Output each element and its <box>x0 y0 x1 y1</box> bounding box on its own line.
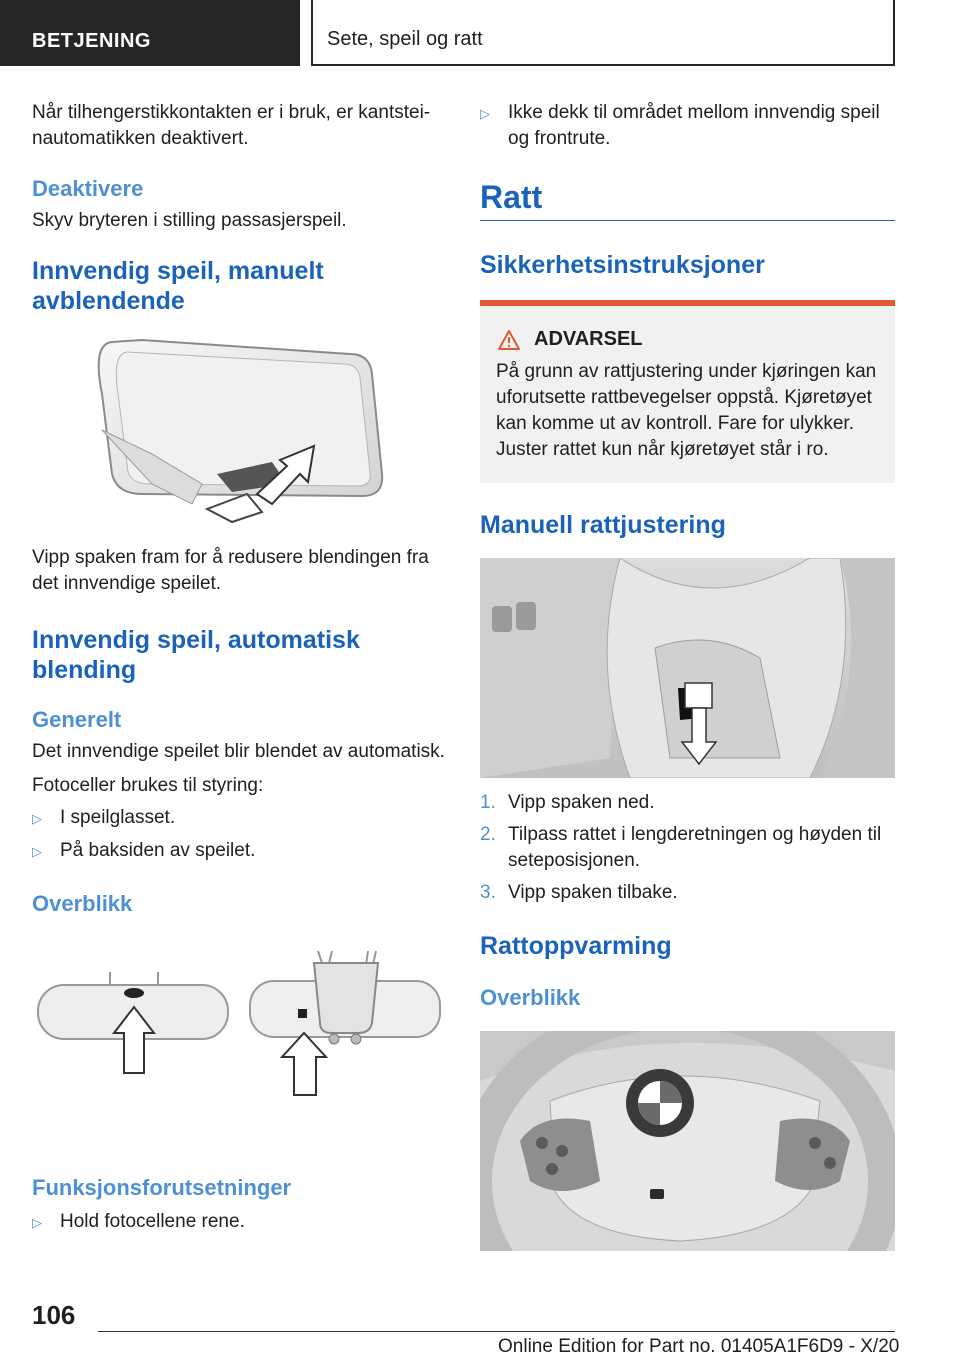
list-item: 1. Vipp spaken ned. <box>480 792 655 813</box>
general-heading: Generelt <box>32 707 122 732</box>
footer-divider <box>98 1331 895 1332</box>
chapter-title: Sete, speil og ratt <box>311 0 895 66</box>
warning-box <box>480 300 895 483</box>
triangle-bullet-icon: ▷ <box>32 1215 42 1230</box>
triangle-bullet-icon: ▷ <box>32 844 42 859</box>
warning-header <box>490 328 879 351</box>
list-item: ▷ I speilglasset. <box>32 805 446 832</box>
steering-column-photo <box>480 558 895 778</box>
warning-text: På grunn av rattjustering under kjøringen kan uforutsette rattbevegelser oppstå. Kjøretøyet kan komme ut av kontroll. Fare for ulykker. Juster rattet kun når kjøretøyet står i ro. <box>496 361 877 460</box>
heating-overview-heading: Overblikk <box>480 985 581 1010</box>
list-item: 3. Vipp spaken tilbake. <box>480 882 678 903</box>
heating-heading: Rattoppvarming <box>480 932 672 960</box>
deactivate-heading: Deaktivere <box>32 176 144 201</box>
list-item: ▷ Ikke dekk til området mellom innvendig speil og frontrute. <box>480 100 895 152</box>
manual-mirror-illustration <box>32 334 446 529</box>
right-column <box>480 100 895 1251</box>
manual-mirror-heading: Innvendig speil, manuelt avblendende <box>32 257 324 315</box>
section-tab: BETJENING <box>0 0 300 66</box>
edition-text: Online Edition for Part no. 01405A1F6D9 - X/20 <box>498 1336 900 1357</box>
ratt-heading: Ratt <box>480 179 543 215</box>
triangle-bullet-icon: ▷ <box>480 106 490 121</box>
list-item: 2. Tilpass rattet i lengderetningen og høyden til seteposisjonen. <box>480 824 882 871</box>
steering-wheel-photo <box>480 1031 895 1251</box>
warning-triangle-icon <box>498 330 520 350</box>
manual-mirror-text: Vipp spaken fram for å redusere blendingen fra det innvendige speilet. <box>32 547 429 594</box>
overview-heading: Overblikk <box>32 891 133 916</box>
list-item: ▷ På baksiden av speilet. <box>32 838 446 865</box>
warning-title: ADVARSEL <box>534 328 643 350</box>
intro-text: Når tilhengerstikkontakten er i bruk, er kantsteinautomatikken deaktivert. <box>32 102 431 149</box>
auto-mirror-heading: Innvendig speil, automatisk blending <box>32 626 360 684</box>
ratt-heading-block <box>480 178 895 221</box>
safety-heading: Sikkerhetsinstruksjoner <box>480 251 765 279</box>
photocells-text: Fotoceller brukes til styring: <box>32 775 264 796</box>
page-number: 106 <box>32 1300 76 1330</box>
requirements-heading: Funksjonsforutsetninger <box>32 1175 292 1200</box>
triangle-bullet-icon: ▷ <box>32 811 42 826</box>
deactivate-text: Skyv bryteren i stilling passasjerspeil. <box>32 210 347 231</box>
general-text: Det innvendige speilet blir blendet av automatisk. <box>32 741 445 762</box>
page-header <box>0 0 960 66</box>
list-item: ▷ Hold fotocellene rene. <box>32 1209 446 1236</box>
manual-adjust-heading: Manuell rattjustering <box>480 511 726 539</box>
left-column <box>32 100 446 1236</box>
photocell-illustration <box>32 937 446 1137</box>
steps-list <box>480 790 895 906</box>
